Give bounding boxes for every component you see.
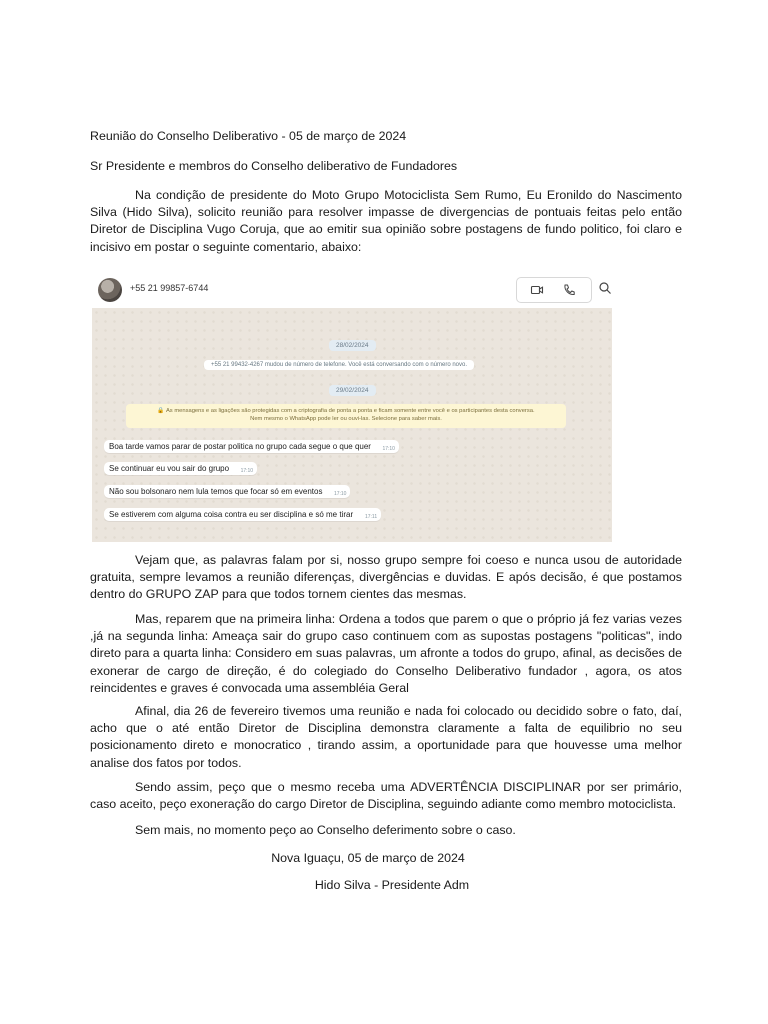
message-time: 17:10 xyxy=(240,468,254,474)
phone-call-icon xyxy=(562,283,576,297)
salutation: Sr Presidente e membros do Conselho deliberativo de Fundadores xyxy=(90,159,458,173)
encryption-line-1: As mensagens e as ligações são protegidas com a criptografia de ponta a ponta e ficam somente entre você e os participantes desta conversa. xyxy=(165,408,535,414)
contact-phone: +55 21 99857-6744 xyxy=(130,283,209,293)
paragraph-3: Mas, reparem que na primeira linha: Ordena a todos que parem o que o próprio já fez varias vezes ,já na segunda linha: Ameaça sair do grupo caso continuem com as supostas postagens "politicas", indo direto para a quarta linha: Considero em suas palavras, um afronte a todos do grupo, afinal, as decisões de exonerar de cargo de direção, é do colegiado do Conselho Deliberativo fundador , agora, os atos reincidentes e graves é convocada uma assembléia Geral xyxy=(90,612,682,695)
number-change-notice: +55 21 99432-4267 mudou de número de telefone. Você está conversando com o número novo. xyxy=(204,360,474,370)
message-time: 17:10 xyxy=(333,491,347,497)
chat-area xyxy=(92,308,612,542)
whatsapp-screenshot xyxy=(92,270,612,542)
intro-paragraph: Na condição de presidente do Moto Grupo Motociclista Sem Rumo, Eu Eronildo do Nascimento Silva (Hido Silva), solicito reunião para resolver impasse de divergencias de pontuais feitas pelo então Diretor de Disciplina Vugo Coruja, que ao emitir sua opinião sobre postagens de fundo politico, foi claro e incisivo em postar o seguinte comentario, abaixo: xyxy=(90,188,682,254)
encryption-notice xyxy=(126,404,566,428)
call-actions-group xyxy=(516,277,592,303)
message-text: Boa tarde vamos parar de postar politica no grupo cada segue o que quer xyxy=(109,442,371,451)
message-text: Não sou bolsonaro nem lula temos que focar só em eventos xyxy=(109,487,323,496)
encryption-line-2: Nem mesmo o WhatsApp pode ler ou ouvi-las. Selecione para saber mais. xyxy=(250,416,442,422)
message-bubble xyxy=(104,462,257,475)
date-divider: 29/02/2024 xyxy=(329,385,376,396)
message-bubble xyxy=(104,508,381,521)
message-bubble xyxy=(104,485,350,498)
paragraph-4: Afinal, dia 26 de fevereiro tivemos uma reunião e nada foi colocado ou decidido sobre o fato, daí, acho que o até então Diretor de Disciplina demonstra claramente a falta de equilibrio no seu posicionamento direto e monocratico , tirando assim, a oportunidade para que houvesse uma melhor analise dos fatos por todos. xyxy=(90,704,682,770)
date-divider: 28/02/2024 xyxy=(329,340,376,351)
avatar xyxy=(98,278,122,302)
chat-header xyxy=(92,270,612,308)
paragraph-6: Sem mais, no momento peço ao Conselho deferimento sobre o caso. xyxy=(135,823,516,837)
message-text: Se continuar eu vou sair do grupo xyxy=(109,464,230,473)
video-call-icon xyxy=(530,283,544,297)
place-date: Nova Iguaçu, 05 de março de 2024 xyxy=(271,851,465,865)
search-icon xyxy=(598,281,612,295)
message-bubble xyxy=(104,440,399,453)
signature: Hido Silva - Presidente Adm xyxy=(314,878,470,892)
lock-icon: 🔒 xyxy=(157,408,165,414)
message-time: 17:10 xyxy=(382,446,395,452)
message-time: 17:11 xyxy=(364,514,378,520)
message-text: Se estiverem com alguma coisa contra eu ser disciplina e só me tirar xyxy=(109,510,354,519)
paragraph-2: Vejam que, as palavras falam por si, nosso grupo sempre foi coeso e nunca usou de autoridade gratuita, sempre levamos a reunião diferenças, divergências e duvidas. E após decisão, é que postamos dentro do GRUPO ZAP para que todos tornem cientes das mesmas. xyxy=(90,553,682,602)
document-title: Reunião do Conselho Deliberativo - 05 de março de 2024 xyxy=(90,129,407,143)
paragraph-5: Sendo assim, peço que o mesmo receba uma ADVERTÊNCIA DISCIPLINAR por ser primário, caso aceito, peço exoneração do cargo Diretor de Disciplina, seguindo adiante como membro motociclista. xyxy=(90,780,682,812)
